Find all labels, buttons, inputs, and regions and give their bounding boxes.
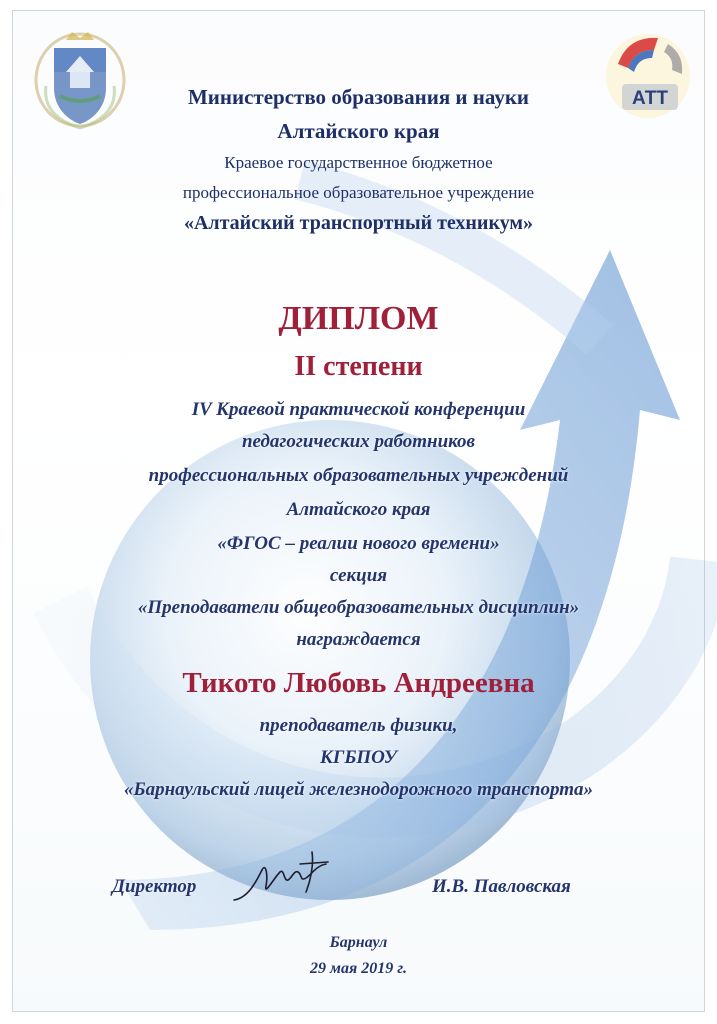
att-logo-text: АТТ	[632, 88, 668, 109]
recipient-organization: «Барнаульский лицей железнодорожного транспорта»	[124, 779, 593, 800]
ministry-line-2: Алтайского края	[277, 119, 440, 143]
ministry-line-1: Министерство образования и науки	[187, 85, 530, 109]
signatory-name: И.В. Павловская	[432, 876, 571, 897]
director-signature	[228, 842, 338, 912]
recipient-name: Тикото Любовь Андреевна	[182, 667, 535, 699]
body-line-2: педагогических работников	[241, 431, 476, 452]
body-line-3: профессиональных образовательных учреждений	[148, 465, 569, 486]
body-line-4: Алтайского края	[286, 499, 431, 520]
recipient-position: преподаватель физики,	[259, 715, 458, 736]
body-line-8: награждается	[296, 629, 421, 650]
body-line-1: IV Краевой практической конференции	[191, 399, 526, 420]
body-line-7: «Преподаватели общеобразовательных дисциплин»	[137, 597, 580, 618]
recipient-organization-abbr: КГБПОУ	[319, 747, 398, 768]
body-line-6: секция	[329, 565, 388, 586]
diploma-title: ДИПЛОМ	[278, 300, 439, 337]
institution-line-1: Краевое государственное бюджетное	[224, 153, 493, 172]
institution-line-2: профессиональное образовательное учреждение	[182, 183, 535, 202]
institution-name: «Алтайский транспортный техникум»	[183, 212, 534, 234]
altai-coat-of-arms-icon	[32, 26, 128, 130]
body-line-5: «ФГОС – реалии нового времени»	[217, 533, 500, 554]
diploma-degree: II степени	[294, 351, 423, 382]
footer-city: Барнаул	[329, 934, 388, 951]
footer-date: 29 мая 2019 г.	[310, 960, 407, 977]
signature-role: Директор	[112, 876, 197, 897]
